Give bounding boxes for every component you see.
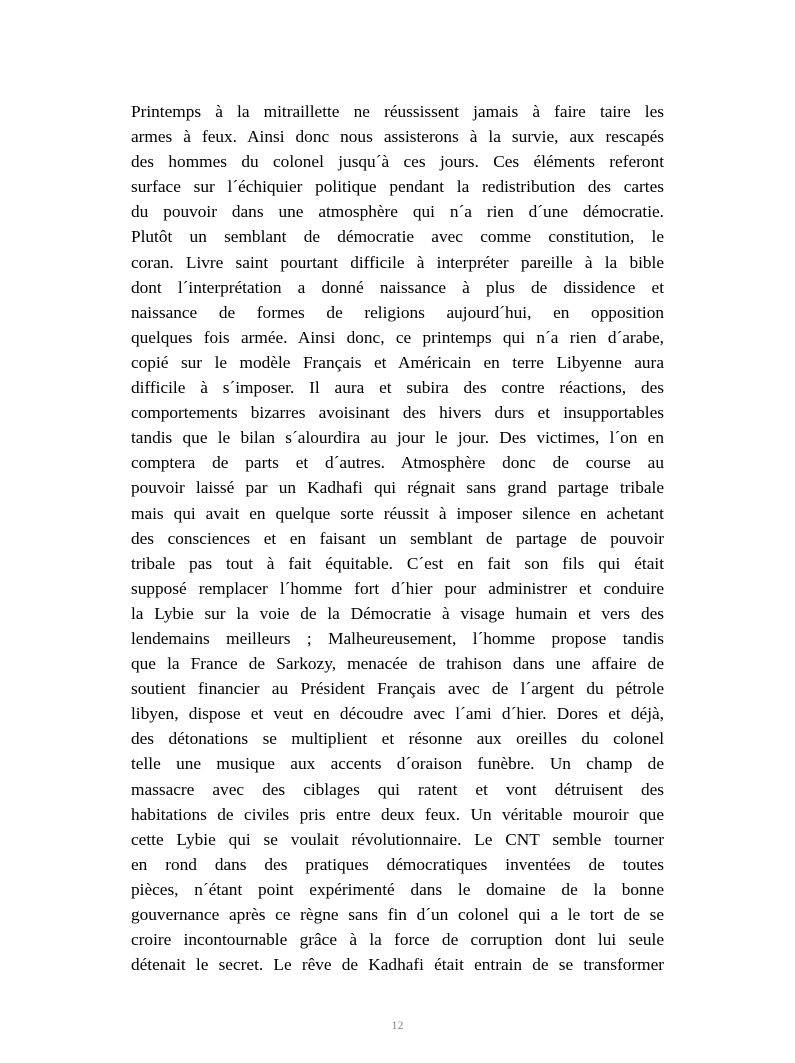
text-line: pouvoir laissé par un Kadhafi qui régnait sans grand partage tribale bbox=[131, 478, 664, 498]
text-line: dont l´interprétation a donné naissance à plus de dissidence et bbox=[131, 277, 664, 297]
text-line: tribale pas tout à fait équitable. C´est en fait son fils qui était bbox=[131, 553, 664, 573]
text-line: la Lybie sur la voie de la Démocratie à visage humain et vers des bbox=[131, 603, 664, 623]
text-line: détenait le secret. Le rêve de Kadhafi était entrain de se transformer bbox=[131, 955, 664, 975]
text-line: soutient financier au Président Français avec de l´argent du pétrole bbox=[131, 679, 664, 699]
text-line: comportements bizarres avoisinant des hivers durs et insupportables bbox=[131, 403, 664, 423]
text-line: libyen, dispose et veut en découdre avec l´ami d´hier. Dores et déjà, bbox=[131, 704, 664, 724]
text-line: lendemains meilleurs ; Malheureusement, l´homme propose tandis bbox=[131, 628, 664, 648]
text-line: pièces, n´étant point expérimenté dans le domaine de la bonne bbox=[131, 879, 664, 899]
text-line: des détonations se multiplient et résonne aux oreilles du colonel bbox=[131, 729, 664, 749]
text-line: armes à feux. Ainsi donc nous assisterons à la survie, aux rescapés bbox=[131, 127, 664, 147]
text-line: cette Lybie qui se voulait révolutionnaire. Le CNT semble tourner bbox=[131, 829, 664, 849]
text-line: naissance de formes de religions aujourd´hui, en opposition bbox=[131, 302, 664, 322]
text-line: quelques fois armée. Ainsi donc, ce printemps qui n´a rien d´arabe, bbox=[131, 327, 664, 347]
text-line: mais qui avait en quelque sorte réussit à imposer silence en achetant bbox=[131, 503, 664, 523]
text-line: surface sur l´échiquier politique pendant la redistribution des cartes bbox=[131, 177, 664, 197]
text-line: comptera de parts et d´autres. Atmosphère donc de course au bbox=[131, 453, 664, 473]
text-line: que la France de Sarkozy, menacée de trahison dans une affaire de bbox=[131, 654, 664, 674]
text-line: des hommes du colonel jusqu´à ces jours. Ces éléments referont bbox=[131, 152, 664, 172]
text-line: du pouvoir dans une atmosphère qui n´a rien d´une démocratie. bbox=[131, 202, 664, 222]
text-line: Printemps à la mitraillette ne réussissent jamais à faire taire les bbox=[131, 102, 664, 121]
text-line: des consciences et en faisant un semblant de partage de pouvoir bbox=[131, 528, 664, 548]
text-line: en rond dans des pratiques démocratiques inventées de toutes bbox=[131, 854, 664, 874]
text-line: Plutôt un semblant de démocratie avec comme constitution, le bbox=[131, 227, 664, 247]
body-text bbox=[131, 99, 664, 977]
text-line: coran. Livre saint pourtant difficile à interpréter pareille à la bible bbox=[131, 252, 664, 272]
text-line: tandis que le bilan s´alourdira au jour le jour. Des victimes, l´on en bbox=[131, 428, 664, 448]
text-line: copié sur le modèle Français et Américain en terre Libyenne aura bbox=[131, 352, 664, 372]
text-line: croire incontournable grâce à la force de corruption dont lui seule bbox=[131, 930, 664, 950]
text-line: difficile à s´imposer. Il aura et subira des contre réactions, des bbox=[131, 378, 664, 398]
text-line: gouvernance après ce règne sans fin d´un colonel qui a le tort de se bbox=[131, 905, 664, 924]
text-line: supposé remplacer l´homme fort d´hier pour administrer et conduire bbox=[131, 578, 664, 598]
text-line: telle une musique aux accents d´oraison funèbre. Un champ de bbox=[131, 754, 664, 774]
text-line: massacre avec des ciblages qui ratent et vont détruisent des bbox=[131, 779, 664, 799]
page-number: 12 bbox=[391, 1018, 404, 1032]
text-line: habitations de civiles pris entre deux feux. Un véritable mouroir que bbox=[131, 804, 664, 824]
